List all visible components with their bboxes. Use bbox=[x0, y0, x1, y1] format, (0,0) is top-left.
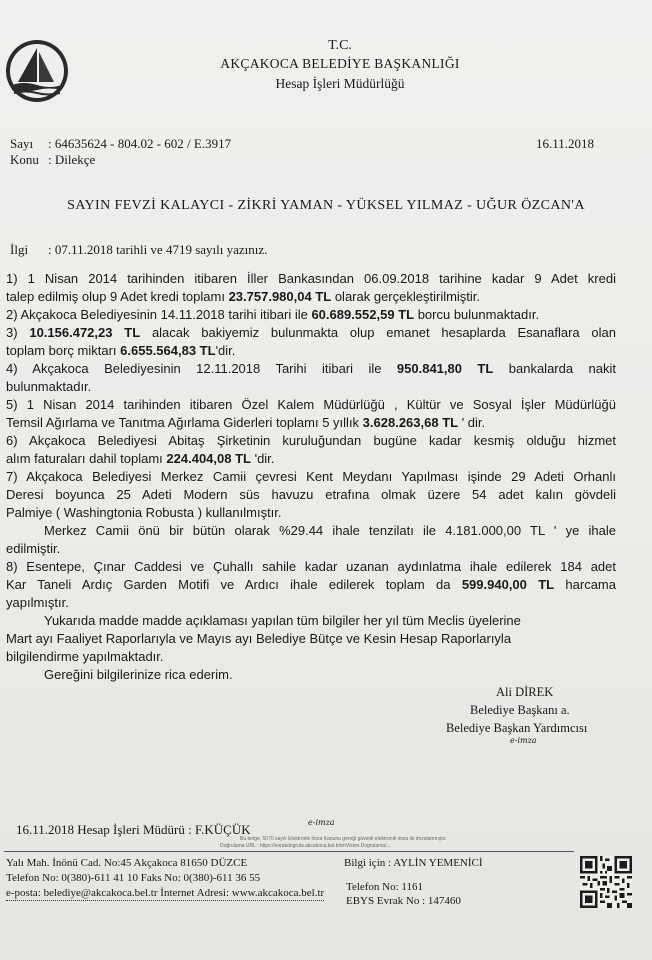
item-7-line-5: edilmiştir. bbox=[6, 541, 61, 556]
footer-signature: 16.11.2018 Hesap İşleri Müdürü : F.KÜÇÜK bbox=[16, 822, 251, 837]
closing-line-2: Mart ayı Faaliyet Raporlarıyla ve Mayıs ayı Belediye Bütçe ve Kesin Hesap Raporlarıyla bbox=[6, 631, 512, 646]
item-5-line-2: Temsil Ağırlama ve Tanıtma Ağırlama Giderleri toplamı 5 yıllık 3.628.263,68 TL ' dir. bbox=[6, 415, 486, 430]
amount: 60.689.552,59 TL bbox=[311, 307, 415, 322]
footer-esign: e-imza bbox=[308, 818, 335, 827]
konu-value: : Dilekçe bbox=[48, 152, 96, 167]
sayi-label: Sayı bbox=[10, 136, 34, 151]
item-1-line-1: 1) 1 Nisan 2014 tarihinden itibaren İller Bankasından 06.09.2018 tarihine kadar 9 Adet kredi bbox=[6, 271, 616, 286]
item-3-line-1: 3) 10.156.472,23 TL alacak bakiyemiz bulunmakta olup emanet hesaplarda Esanaflara olan bbox=[6, 325, 616, 340]
amount: 6.655.564,83 TL bbox=[120, 343, 216, 358]
addressee: SAYIN FEVZİ KALAYCI - ZİKRİ YAMAN - YÜKSEL YILMAZ - UĞUR ÖZCAN'A bbox=[67, 198, 585, 213]
closing-line-3: bilgilendirme yapılmaktadır. bbox=[6, 649, 164, 664]
amount: 10.156.472,23 TL bbox=[29, 325, 141, 340]
item-8-line-2: Kar Taneli Ardıç Garden Motifi ve Ardıcı ihale edilerek toplam da 599.940,00 TL harcama bbox=[6, 577, 616, 592]
signer-title-2: Belediye Başkan Yardımcısı bbox=[446, 721, 588, 735]
konu-label: Konu bbox=[10, 152, 39, 167]
ilgi-value: : 07.11.2018 tarihli ve 4719 sayılı yazınız. bbox=[48, 242, 268, 257]
item-7-line-1: 7) Akçakoca Belediyesi Merkez Camii çevresi Kent Meydanı Yapılması işinde 29 Adeti Orhanlı bbox=[6, 469, 616, 484]
footer-divider bbox=[4, 851, 574, 852]
amount: 950.841,80 TL bbox=[396, 361, 494, 376]
item-3-line-2: toplam borç miktarı 6.655.564,83 TL'dir. bbox=[6, 343, 236, 358]
footer-phone: Telefon No: 0(380)-611 41 10 Faks No: 0(380)-611 36 55 bbox=[6, 872, 261, 884]
item-8-line-1: 8) Esentepe, Çınar Caddesi ve Çuhallı sahile kadar uzanan aydınlatma ihale edilerek 184 adet bbox=[6, 559, 616, 574]
qr-code-icon bbox=[580, 856, 632, 908]
verify-url: Doğrulama URL : https://evrakdogrula.akcakoca.bel.tr/enVision.Dogrulama/... bbox=[220, 843, 391, 849]
header-municipality: AKÇAKOCA BELEDİYE BAŞKANLIĞI bbox=[220, 56, 460, 71]
item-5-line-1: 5) 1 Nisan 2014 tarihinden itibaren Özel Kalem Müdürlüğü , Kültür ve Sosyal İşler Müdürlüğü bbox=[6, 397, 616, 412]
header-department: Hesap İşleri Müdürlüğü bbox=[275, 76, 405, 91]
sayi-value: : 64635624 - 804.02 - 602 / E.3917 bbox=[48, 136, 232, 151]
amount: 23.757.980,04 TL bbox=[228, 289, 332, 304]
amount: 3.628.263,68 TL bbox=[362, 415, 459, 430]
esign-note: Bu belge, 5070 sayılı Elektronik İmza Kanunu gereği güvenli elektronik imza ile imzalanmıştır. bbox=[240, 836, 447, 842]
footer-address: Yalı Mah. İnönü Cad. No:45 Akçakoca 81650 DÜZCE bbox=[6, 857, 248, 869]
footer-bilgi: Bilgi için : AYLİN YEMENİCİ bbox=[344, 857, 483, 869]
item-7-line-3: Palmiye ( Washingtonia Robusta ) kullanılmıştır. bbox=[6, 505, 282, 520]
ilgi-label: İlgi bbox=[10, 242, 29, 257]
footer-tel: Telefon No: 1161 bbox=[346, 881, 424, 893]
item-4-line-2: bulunmaktadır. bbox=[6, 379, 92, 394]
item-2: 2) Akçakoca Belediyesinin 14.11.2018 tarihi itibari ile 60.689.552,59 TL borcu bulunmaktadır. bbox=[6, 307, 540, 322]
footer-ebys: EBYS Evrak No : 147460 bbox=[346, 895, 461, 907]
footer-web[interactable]: e-posta: belediye@akcakoca.bel.tr İnternet Adresi: www.akcakoca.bel.tr bbox=[6, 887, 325, 899]
letter-body bbox=[6, 270, 616, 684]
closing-line-4: Gereğini bilgilerinize rica ederim. bbox=[44, 667, 233, 682]
municipality-logo-icon bbox=[4, 38, 70, 104]
amount: 599.940,00 TL bbox=[461, 577, 555, 592]
item-8-line-3: yapılmıştır. bbox=[6, 595, 69, 610]
signer-name: Ali DİREK bbox=[496, 685, 554, 699]
signer-title-1: Belediye Başkanı a. bbox=[470, 703, 570, 717]
document-date: 16.11.2018 bbox=[536, 136, 595, 151]
item-4-line-1: 4) Akçakoca Belediyesinin 12.11.2018 Tarihi itibari ile 950.841,80 TL bankalarda nakit bbox=[6, 361, 616, 376]
header-tc: T.C. bbox=[328, 38, 352, 53]
amount: 224.404,08 TL bbox=[166, 451, 251, 466]
signer-esign: e-imza bbox=[510, 736, 537, 745]
closing-line-1: Yukarıda madde madde açıklaması yapılan tüm bilgiler her yıl tüm Meclis üyelerine bbox=[44, 613, 521, 628]
item-6-line-2: alım faturaları dahil toplamı 224.404,08 TL 'dir. bbox=[6, 451, 275, 466]
item-1-line-2: talep edilmiş olup 9 Adet kredi toplamı 23.757.980,04 TL olarak gerçekleştirilmiştir. bbox=[6, 289, 481, 304]
item-7-line-4: Merkez Camii önü bir bütün olarak %29.44 ihale tenzilatı ile 4.181.000,00 TL ' ye ihale bbox=[44, 523, 616, 538]
item-6-line-1: 6) Akçakoca Belediyesi Abitaş Şirketinin kuruluğundan bugüne kadar kesmiş olduğu hizmet bbox=[6, 433, 616, 448]
item-7-line-2: Deresi boyunca 25 Adeti Modern süs havuzu etrafına olmak üzere 54 adet kalın gövdeli bbox=[6, 487, 616, 502]
